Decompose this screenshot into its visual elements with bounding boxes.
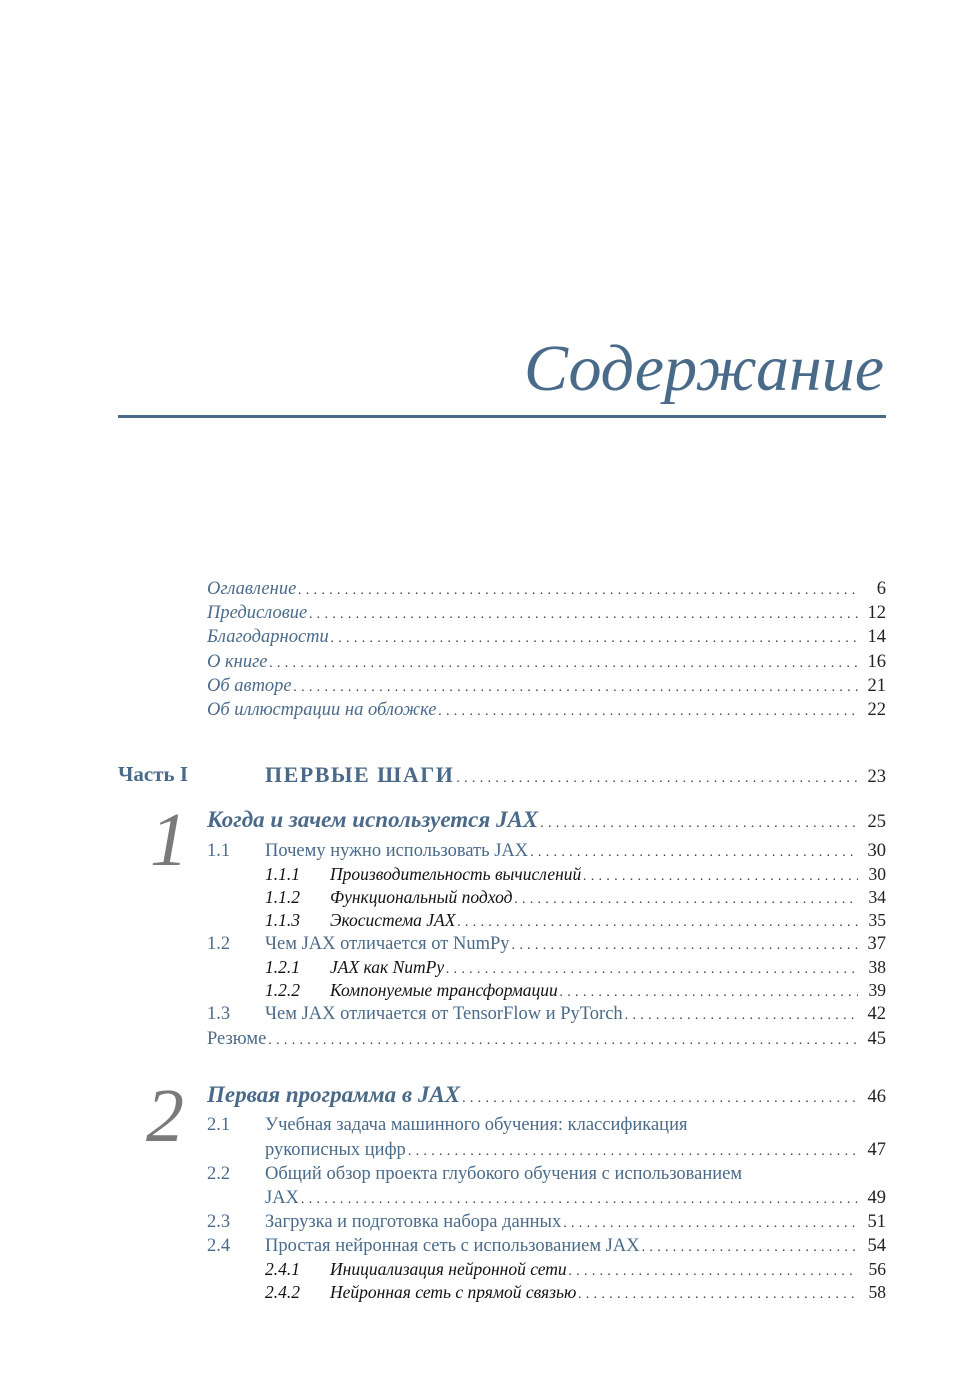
toc-entry-label: JAX как NumPy	[330, 957, 445, 977]
toc-entry-page: 49	[867, 1188, 886, 1208]
dot-leader	[268, 1029, 858, 1053]
toc-entry-page: 16	[867, 652, 886, 672]
chapter-title: Первая программа в JAX	[207, 1082, 461, 1107]
toc-entry-page: 25	[867, 812, 886, 832]
toc-entry-page: 45	[867, 1029, 886, 1049]
toc-entry-label: Резюме	[207, 1029, 267, 1049]
dot-leader	[309, 603, 858, 627]
dot-leader	[408, 1140, 858, 1164]
toc-entry-subsection[interactable]	[330, 885, 886, 909]
dot-leader	[270, 652, 859, 676]
toc-entry-label: Простая нейронная сеть с использованием JAX	[265, 1236, 640, 1256]
toc-entry-label: Почему нужно использовать JAX	[265, 841, 529, 861]
toc-entry-page: 51	[867, 1212, 886, 1232]
toc-entry-label: Предисловие	[207, 603, 308, 623]
section-number: 1.2	[207, 934, 231, 954]
toc-entry-front[interactable]	[207, 698, 886, 722]
toc-entry-page: 30	[867, 841, 886, 861]
toc-entry-label: Функциональный подход	[330, 887, 513, 907]
toc-entry-page: 54	[867, 1236, 886, 1256]
subsection-number: 2.4.2	[265, 1282, 300, 1302]
toc-entry-label: О книге	[207, 652, 268, 672]
toc-entry-subsection[interactable]	[330, 1280, 886, 1304]
dot-leader	[625, 1004, 858, 1028]
subsection-number: 1.1.3	[265, 910, 300, 930]
toc-entry-subsection[interactable]	[330, 1257, 886, 1281]
toc-entry-label: Экосистема JAX	[330, 910, 456, 930]
toc-entry-front[interactable]	[207, 577, 886, 601]
toc-entry-summary[interactable]	[207, 1027, 886, 1051]
toc-entry-page: 46	[867, 1087, 886, 1107]
toc-entry-section[interactable]	[265, 1210, 886, 1234]
part-title: ПЕРВЫЕ ШАГИ	[265, 762, 455, 787]
subsection-number: 1.2.1	[265, 957, 300, 977]
toc-entry-label: Об иллюстрации на обложке	[207, 700, 437, 720]
section-number: 1.3	[207, 1004, 231, 1024]
toc-entry-subsection[interactable]	[330, 862, 886, 886]
toc-entry-label-line1[interactable]: Общий обзор проекта глубокого обучения с использованием	[265, 1164, 743, 1184]
toc-entry-label: Компонуемые трансформации	[330, 980, 558, 1000]
section-number: 2.1	[207, 1115, 231, 1135]
toc-entry-page: 34	[868, 887, 886, 907]
toc-entry-section[interactable]	[265, 1234, 886, 1258]
chapter-number: 2	[146, 1074, 184, 1158]
toc-entry-section[interactable]	[265, 1186, 886, 1210]
dot-leader	[298, 579, 858, 603]
toc-entry-page: 58	[868, 1282, 886, 1302]
toc-entry-label: Чем JAX отличается от NumPy	[265, 934, 510, 954]
toc-entry-front[interactable]	[207, 650, 886, 674]
page-title: Содержание	[523, 332, 884, 405]
toc-entry-section[interactable]	[265, 839, 886, 863]
chapter-title: Когда и зачем используется JAX	[207, 807, 539, 832]
toc-entry-page: 21	[867, 676, 886, 696]
toc-entry-page: 30	[868, 864, 886, 884]
dot-leader	[301, 1188, 858, 1212]
toc-entry-subsection[interactable]	[330, 955, 886, 979]
toc-entry-page: 56	[868, 1259, 886, 1279]
toc-entry-subsection[interactable]	[330, 908, 886, 932]
toc-entry-page: 23	[867, 767, 886, 787]
dot-leader	[439, 700, 858, 724]
subsection-number: 1.1.2	[265, 887, 300, 907]
toc-entry-label: Чем JAX отличается от TensorFlow и PyTorch	[265, 1004, 623, 1024]
dot-leader	[563, 1212, 858, 1236]
toc-entry-page: 39	[868, 980, 886, 1000]
toc-entry-label: Нейронная сеть с прямой связью	[330, 1282, 577, 1302]
toc-entry-label: Об авторе	[207, 676, 292, 696]
toc-entry-page: 14	[867, 627, 886, 647]
toc-entry-label: Инициализация нейронной сети	[330, 1259, 567, 1279]
title-rule	[118, 415, 886, 418]
toc-entry-page: 6	[876, 579, 886, 599]
toc-entry-label: Загрузка и подготовка набора данных	[265, 1212, 562, 1232]
toc-entry-section[interactable]	[265, 932, 886, 956]
subsection-number: 1.2.2	[265, 980, 300, 1000]
toc-entry-section[interactable]	[265, 1138, 886, 1162]
toc-entry-page: 37	[867, 934, 886, 954]
toc-entry-front[interactable]	[207, 601, 886, 625]
section-number: 2.2	[207, 1164, 231, 1184]
subsection-number: 2.4.1	[265, 1259, 300, 1279]
section-number: 2.3	[207, 1212, 231, 1232]
toc-entry-label: Производительность вычислений	[330, 864, 582, 884]
toc-entry-chapter[interactable]	[207, 1083, 886, 1107]
toc-entry-page: 38	[868, 957, 886, 977]
toc-entry-label: Благодарности	[207, 627, 329, 647]
toc-entry-chapter[interactable]	[207, 808, 886, 832]
toc-entry-front[interactable]	[207, 674, 886, 698]
dot-leader	[578, 1283, 858, 1307]
toc-entry-section[interactable]	[265, 1002, 886, 1026]
toc-entry-page: 42	[867, 1004, 886, 1024]
toc-entry-page: 35	[868, 910, 886, 930]
dot-leader	[331, 627, 858, 651]
subsection-number: 1.1.1	[265, 864, 300, 884]
dot-leader	[456, 767, 858, 791]
dot-leader	[462, 1087, 858, 1111]
toc-entry-page: 22	[867, 700, 886, 720]
toc-entry-front[interactable]	[207, 625, 886, 649]
dot-leader	[294, 676, 858, 700]
toc-entry-label-line2: рукописных цифр	[265, 1140, 406, 1160]
toc-entry-part[interactable]	[265, 763, 886, 787]
toc-entry-label-line2: JAX	[265, 1188, 299, 1208]
toc-entry-subsection[interactable]	[330, 978, 886, 1002]
toc-entry-page: 12	[867, 603, 886, 623]
section-number: 1.1	[207, 841, 231, 861]
part-label: Часть I	[118, 762, 189, 786]
section-number: 2.4	[207, 1236, 231, 1256]
chapter-number: 1	[150, 798, 188, 882]
dot-leader	[540, 812, 858, 836]
toc-entry-label-line1[interactable]: Учебная задача машинного обучения: классификация	[265, 1115, 688, 1135]
toc-entry-label: Оглавление	[207, 579, 297, 599]
toc-entry-page: 47	[867, 1140, 886, 1160]
